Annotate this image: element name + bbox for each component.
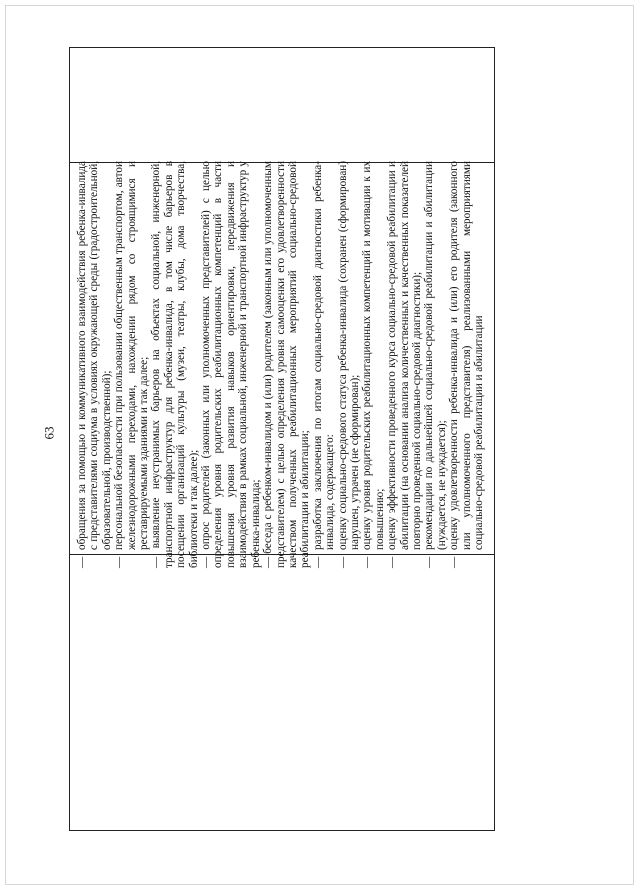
table-cell-text bbox=[76, 161, 488, 568]
list-item-text: обращения за помощью и коммуникативного взаимодействия ребенка-инвалида с представителями социума в условиях окружающей среды (градостроительной, образовательной, производственной); bbox=[76, 161, 113, 550]
list-item bbox=[200, 161, 262, 568]
list-item bbox=[113, 161, 150, 568]
list-item-text: беседа с ребенком-инвалидом и (или) родителем (законным или уполномоченным представителем) с целью определения уровня самооценки его удовлетворенности качеством полученных реабилитационных мероприятий социально-средовой реабилитации и абилитации; bbox=[262, 161, 312, 568]
dash-bullet: — bbox=[361, 556, 374, 568]
dash-bullet: — bbox=[150, 556, 163, 568]
dash-bullet: — bbox=[336, 556, 349, 568]
dash-bullet: — bbox=[448, 556, 461, 568]
list-item-text: оценку эффективности проведенного курса социально-средовой реабилитации и абилитации (на основании анализа количественных и качественных показателей повторно проведенной социально-средовой диагностики); bbox=[386, 161, 423, 550]
dash-bullet: — bbox=[386, 556, 399, 568]
dash-bullet: — bbox=[311, 556, 324, 568]
list-item bbox=[337, 161, 362, 568]
list-item bbox=[312, 161, 337, 568]
list-item-text: выявление неустранимых барьеров на объектах социальной, инженерной, транспортной инфраструктур для ребенка-инвалида, в том числе барьеров в посещении организаций культуры (музеи, театры, клубы, дома творчества, библиотеки и так далее); bbox=[150, 161, 200, 568]
list-item bbox=[423, 161, 448, 568]
dash-bullet: — bbox=[262, 556, 275, 568]
list-item-text: оценку уровня родительских реабилитационных компетенций и мотивации к их повышению; bbox=[361, 161, 386, 550]
list-item bbox=[76, 161, 113, 568]
dash-bullet: — bbox=[113, 556, 126, 568]
list-item bbox=[448, 161, 485, 568]
list-item bbox=[262, 161, 312, 568]
list-item-text: оценку социально-средового статуса ребенка-инвалида (сохранен (сформирован) нарушен, утрачен (не сформирован); bbox=[336, 161, 361, 550]
list-item-text: рекомендации по дальнейшей социально-средовой реабилитации и абилитации (нуждается, не нуждается); bbox=[423, 161, 448, 550]
list-item bbox=[150, 161, 200, 568]
list-item-text: персональной безопасности при пользовании общественным транспортом, автои железнодорожными переходами, нахождении рядом со строящимися и реставрируемыми зданиями и так далее; bbox=[113, 161, 151, 550]
dash-bullet: — bbox=[76, 556, 88, 568]
list-item bbox=[361, 161, 386, 568]
page-number: 63 bbox=[41, 426, 57, 440]
dash-bullet: — bbox=[200, 556, 213, 568]
list-item bbox=[386, 161, 423, 568]
list-item-text: разработка заключения по итогам социально-средовой диагностики ребенка-инвалида, содержащего: bbox=[311, 161, 337, 550]
list-item-text: опрос родителей (законных или уполномоченных представителей) с целью определения уровня родительских реабилитационных компетенций в части повышения уровня развития навыков ориентировки, передвижения и взаимодействия в рамках социальной, инженерной и транспортной инфраструктур у ребенка-инвалида; bbox=[200, 161, 262, 568]
list-item-text: оценку удовлетворенности ребенка-инвалида и (или) его родителя (законного или уполномоченного представителя) реализованными мероприятиями социально-средовой реабилитации и абилитации bbox=[448, 161, 485, 550]
dash-bullet: — bbox=[423, 556, 436, 568]
